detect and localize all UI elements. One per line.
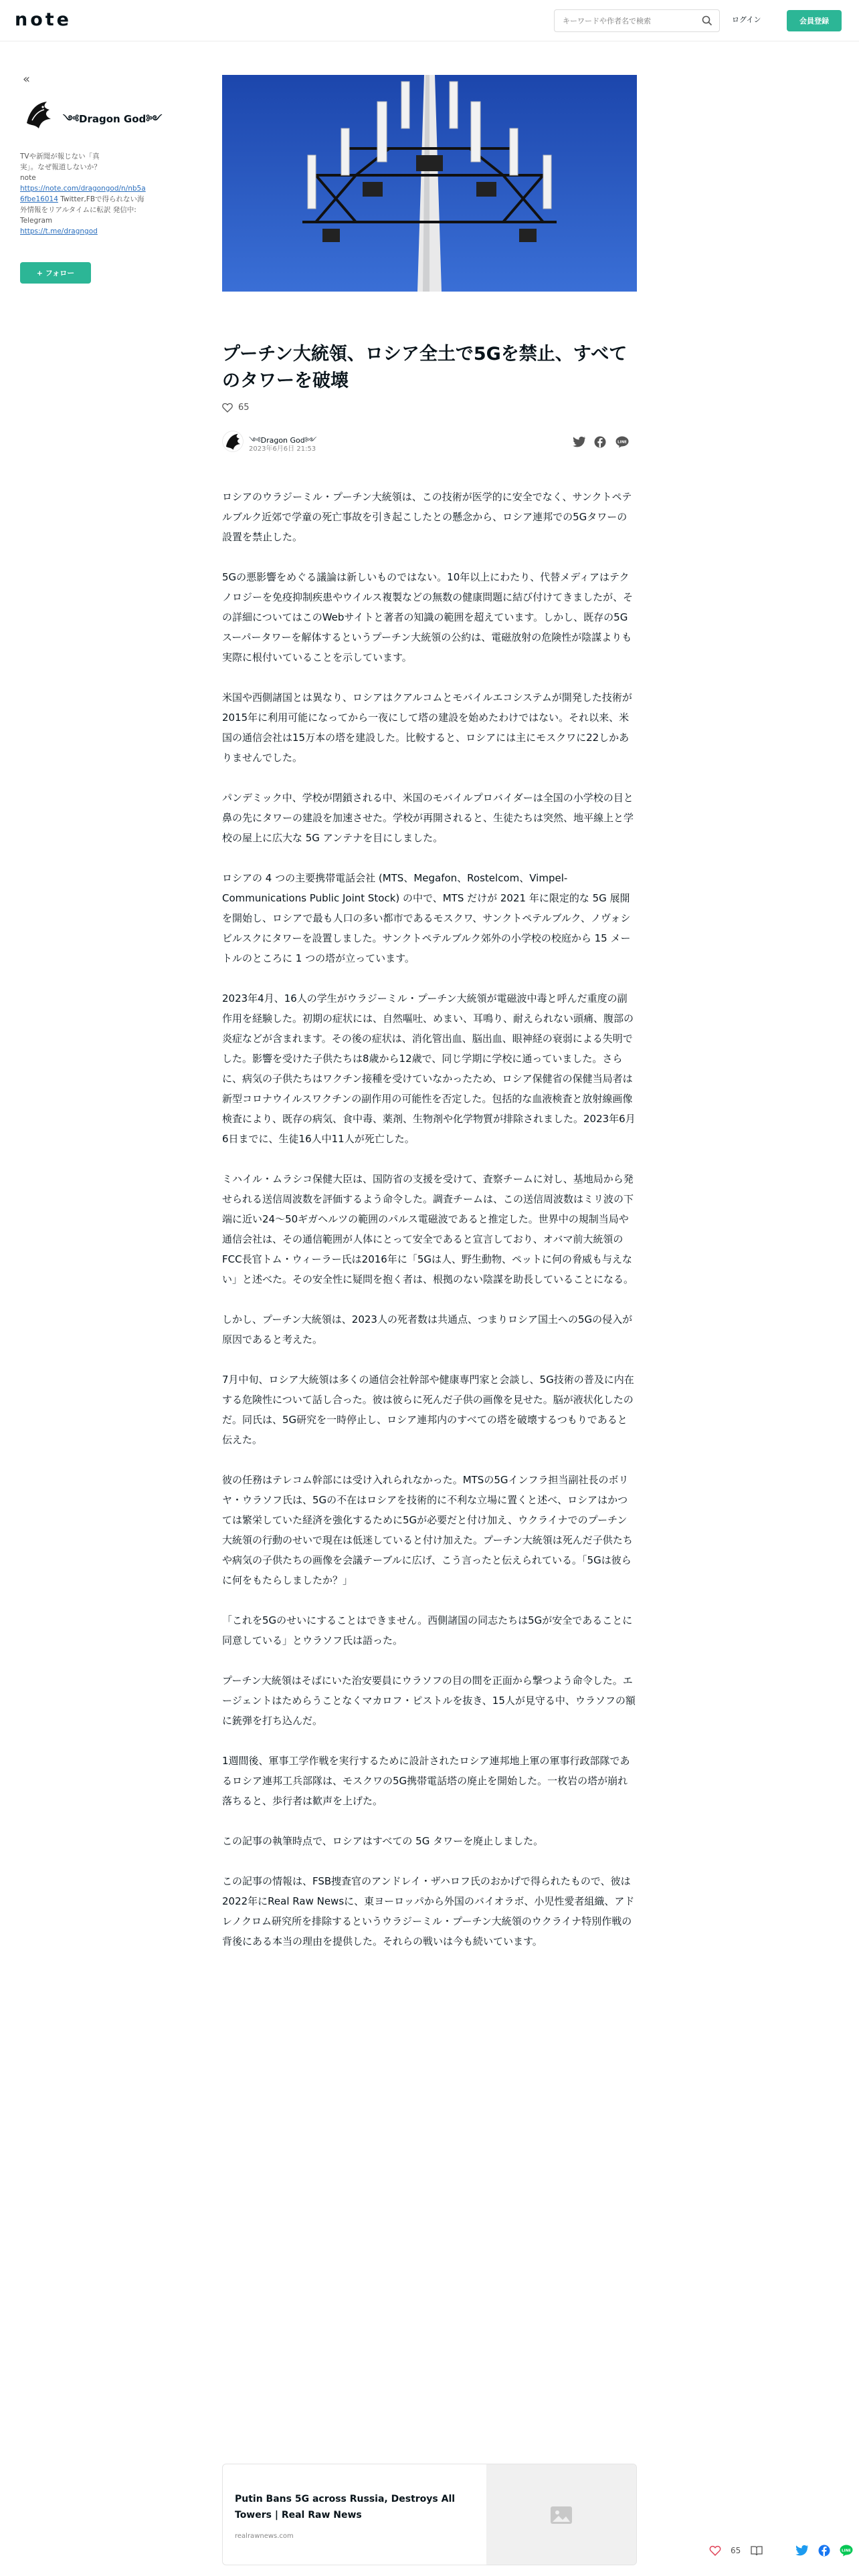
twitter-share-icon[interactable] [573, 436, 586, 451]
paragraph: この記事の執筆時点で、ロシアはすべての 5G タワーを廃止しました。 [222, 1835, 544, 1847]
bio-line: 実」。なぜ報道しないか？ [20, 163, 101, 171]
byline-author[interactable]: ༺Dragon God༻ [249, 436, 317, 445]
floating-action-bar [701, 2536, 859, 2565]
svg-text:LINE: LINE [617, 440, 627, 445]
magazine-add-icon[interactable] [750, 2545, 763, 2557]
link-embed-card[interactable] [222, 2464, 637, 2565]
floating-like-count: 65 [731, 2546, 741, 2555]
embed-thumbnail[interactable] [486, 2464, 636, 2565]
article-body [222, 487, 637, 1971]
author-bio [20, 151, 147, 237]
search-icon[interactable] [702, 15, 712, 29]
article-byline [222, 431, 637, 455]
image-placeholder-icon [550, 2506, 573, 2525]
bio-line: note [20, 174, 36, 182]
paragraph: 「これを5Gのせいにすることはできません。西側諸国の同志たちは5Gが安全であることに同意している」とウラソフ氏は語った。 [222, 1614, 633, 1646]
paragraph: ミハイル・ムラシコ保健大臣は、国防省の支援を受けて、査察チームに対し、基地局から発せられる送信周波数を評価するよう命令した。調査チームは、この送信周波数はミリ波の下端に近い24〜50ギガヘルツの範囲のパルス電磁波であると推定した。世界中の規制当局や通信会社は、その通信範囲が人体にとって安全であると宣言しており、オバマ前大統領のFCC長官トム・ウィーラー氏は2016年に「5Gは人、野生動物、ペットに何の脅威も与えない」と述べた。その安全性に疑問を抱く者は、根拠のない陰謀を助長していることになる。 [222, 1173, 634, 1285]
bio-link-telegram[interactable]: https://t.me/dragngod [20, 227, 98, 235]
search-box[interactable] [554, 9, 720, 32]
byline-avatar[interactable] [222, 431, 244, 452]
article-title: プーチン大統領、ロシア全土で5Gを禁止、すべてのタワーを破壊 [222, 344, 628, 391]
hero-image [222, 75, 637, 292]
paragraph: 5Gの悪影響をめぐる議論は新しいものではない。10年以上にわたり、代替メディアはテクノロジーを免疫抑制疾患やウイルス複製などの無数の健康問題に結び付けてきましたが、その詳細についてはこのWebサイトと著者の知識の範囲を超えています。しかし、既存の5Gスーパータワーを解体するというプーチン大統領の公約は、電磁放射の危険性が陰謀よりも実際に根付いていることを示しています。 [222, 571, 634, 663]
paragraph: ロシアの 4 つの主要携帯電話会社 (MTS、Megafon、Rostelcom、Vimpel-Communications Public Joint Stock) の中で、MTS だけが 2021 年に限定的な 5G 展開を開始し、ロシアで最も人口の多い都市であるモスクワ、サンクトペテルブルク、ノヴォシビルスクにタワーを設置しました。サンクトペテルブルク郊外の小学校の校庭から 15 メートルのところに 1 つの塔が立っています。 [222, 872, 631, 964]
paragraph: ロシアのウラジーミル・プーチン大統領は、この技術が医学的に安全でなく、サンクトペテルブルク近郊で学童の死亡事故を引き起こしたとの懸念から、ロシア連邦での5Gタワーの設置を禁止した。 [222, 491, 632, 543]
svg-text:LINE: LINE [842, 2549, 852, 2553]
bio-link-note[interactable]: https://note.com/dragongod/n/nb5a6fbe16014 [20, 185, 146, 203]
like-counter[interactable] [222, 403, 250, 413]
line-share-icon[interactable] [615, 436, 629, 451]
paragraph: 彼の任務はテレコム幹部には受け入れられなかった。MTSの5Gインフラ担当副社長のボリヤ・ウラソフ氏は、5Gの不在はロシアを技術的に不利な立場に置くと述べ、ロシアはかつては繁栄していた経済を強化するために5Gが必要だと付け加え、ウクライナでのプーチン大統領の行動のせいで現在は低迷していると付け加えた。プーチン大統領は死んだ子供たちや病気の子供たちの画像を会議テーブルに広げ、こう言ったと伝えられている。「5Gは彼らに何をもたらしましたか？」 [222, 1474, 633, 1586]
twitter-share-icon[interactable] [795, 2545, 809, 2557]
paragraph: 1週間後、軍事工学作戦を実行するために設計されたロシア連邦地上軍の軍事行政部隊であるロシア連邦工兵部隊は、モスクワの5G携帯電話塔の廃止を開始した。一枚岩の塔が崩れ落ちると、歩行者は歓声を上げた。 [222, 1755, 630, 1807]
heart-icon[interactable] [709, 2545, 721, 2556]
paragraph: 7月中旬、ロシア大統領は多くの通信会社幹部や健康専門家と会談し、5G技術の普及に内在する危険性について話し合った。彼は彼らに死んだ子供の画像を見せた。脳が液状化したのだ。同氏は、5G研究を一時停止し、ロシア連邦内のすべての塔を破壊するつもりであると伝えた。 [222, 1374, 634, 1446]
author-avatar[interactable] [20, 96, 56, 132]
search-input[interactable] [555, 10, 688, 31]
heart-icon[interactable] [222, 403, 233, 413]
embed-title[interactable]: Putin Bans 5G across Russia, Destroys All Towers | Real Raw News [235, 2494, 456, 2520]
line-share-icon[interactable] [840, 2545, 853, 2557]
bio-tail: Twitter,FBで得られない海外情報をリアルタイムに転訳 発信中: Telegram [20, 195, 145, 225]
paragraph: プーチン大統領はそばにいた治安要員にウラソフの目の間を正面から撃つよう命令した。エージェントはためらうことなくマカロフ・ピストルを抜き、15人が見守る中、ウラソフの額に銃弾を打ち込んだ。 [222, 1675, 636, 1727]
author-name[interactable]: ༺Dragon God༻ [63, 113, 163, 125]
collapse-sidebar-icon[interactable]: « [23, 72, 31, 86]
note-logo[interactable]: note [15, 9, 72, 30]
paragraph: この記事の情報は、FSB捜査官のアンドレイ・ザハロフ氏のおかげで得られたもので、彼は2022年にReal Raw Newsに、東ヨーロッパから外国のバイオラボ、小児性愛者組織、アドレノクロム研究所を排除するというウラジーミル・プーチン大統領のウクライナ特別作戦の背後にある本当の理由を提供した。それらの戦いは今も続いています。 [222, 1875, 635, 1947]
paragraph: パンデミック中、学校が閉鎖される中、米国のモバイルプロバイダーは全国の小学校の目と鼻の先にタワーの建設を加速させた。学校が再開されると、生徒たちは突然、地平線上と学校の屋上に広大な 5G アンテナを目にしました。 [222, 792, 634, 844]
bio-line: TVや新聞が報じない「真 [20, 152, 100, 160]
paragraph: しかし、プーチン大統領は、2023人の死者数は共通点、つまりロシア国土への5Gの侵入が原因であると考えた。 [222, 1313, 633, 1346]
follow-button[interactable]: + フォロー [20, 262, 91, 284]
like-count: 65 [238, 403, 250, 413]
publish-date: 2023年6月6日 21:53 [249, 445, 316, 453]
signup-button[interactable]: 会員登録 [787, 10, 842, 31]
embed-domain: realrawnews.com [235, 2533, 294, 2540]
paragraph: 米国や西側諸国とは異なり、ロシアはクアルコムとモバイルエコシステムが開発した技術が2015年に利用可能になってから一夜にして塔の建設を始めたわけではない。それ以来、米国の通信会社は15万本の塔を建設した。比較すると、ロシアには主にモスクワに22しかありませんでした。 [222, 691, 632, 764]
facebook-share-icon[interactable] [818, 2545, 830, 2557]
login-link[interactable]: ログイン [732, 15, 761, 24]
facebook-share-icon[interactable] [594, 436, 606, 451]
site-header [0, 0, 859, 41]
paragraph: 2023年4月、16人の学生がウラジーミル・プーチン大統領が電磁波中毒と呼んだ重度の副作用を経験した。初期の症状には、自然嘔吐、めまい、耳鳴り、耐えられない頭痛、腹部の炎症などが含まれます。その後の症状は、消化管出血、脳出血、眼神経の衰弱による失明でした。影響を受けた子供たちは8歳から12歳で、同じ学期に学校に通っていました。さらに、病気の子供たちはワクチン接種を受けていなかったため、ロシア保健省の保健当局者は新型コロナウイルスワクチンの副作用の可能性を否定した。包括的な血液検査と放射線画像検査により、既存の病気、食中毒、薬剤、生物剤や化学物質が排除されました。2023年6月6日までに、生徒16人中11人が死亡した。 [222, 992, 636, 1145]
